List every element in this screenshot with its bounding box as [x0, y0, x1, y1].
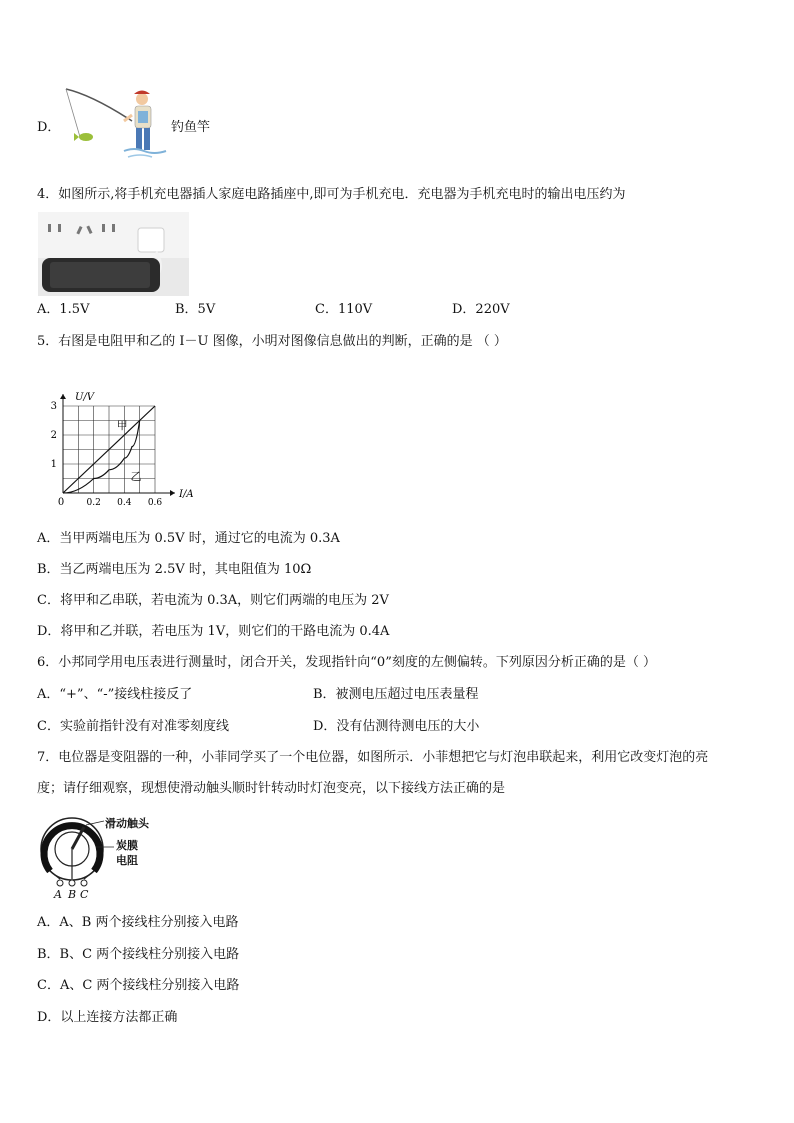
potentiometer-diagram [38, 813, 160, 903]
x-axis-arrow [170, 490, 175, 496]
q7-option-a: A．A、B 两个接线柱分别接入电路 [37, 915, 239, 930]
q6-option-c: C．实验前指针没有对准零刻度线 [37, 719, 229, 734]
q5-option-d: D．将甲和乙并联，若电压为 1V，则它们的干路电流为 0.4A [37, 624, 390, 639]
q4-option-c: C．110V [315, 302, 373, 317]
q7-option-d: D．以上连接方法都正确 [37, 1010, 178, 1025]
q7-option-b: B．B、C 两个接线柱分别接入电路 [37, 947, 240, 962]
terminal-b-label: B [68, 888, 77, 901]
x-tick-label: 0.6 [147, 498, 163, 508]
y-tick-label: 1 [50, 459, 57, 470]
iu-graph [50, 375, 205, 510]
q3-option-d-label: 钓鱼竿 [171, 120, 211, 135]
carbon-film-label-1: 炭膜 [116, 839, 138, 852]
slider-contact-label: 滑动触头 [105, 817, 149, 830]
fishing-illustration [62, 85, 172, 165]
carbon-film-label-2: 电阻 [116, 854, 138, 867]
q5-option-b: B．当乙两端电压为 2.5V 时，其电阻值为 10Ω [37, 562, 312, 577]
q4-option-a: A．1.5V [37, 302, 90, 317]
q4-stem: 4．如图所示,将手机充电器插人家庭电路插座中,即可为手机充电．充电器为手机充电时的输出电压约为 [37, 187, 626, 202]
q7-option-c: C．A、C 两个接线柱分别接入电路 [37, 978, 240, 993]
q6-option-b: B．被测电压超过电压表量程 [313, 687, 479, 702]
series-jia-label: 甲 [116, 419, 128, 433]
x-tick-label: 0.2 [86, 498, 101, 508]
series-yi-label: 乙 [130, 469, 142, 483]
y-axis-arrow [60, 394, 66, 399]
q5-stem: 5．右图是电阻甲和乙的 I－U 图像，小明对图像信息做出的判断，正确的是 （ ） [37, 334, 507, 349]
y-axis-label: U/V [75, 392, 95, 403]
origin-label: 0 [57, 497, 65, 508]
q6-stem: 6．小邦同学用电压表进行测量时，闭合开关，发现指针向“0”刻度的左侧偏转。下列原因分析正确的是（ ） [37, 655, 656, 670]
q7-stem-line1: 7．电位器是变阻器的一种，小菲同学买了一个电位器，如图所示．小菲想把它与灯泡串联起来，利用它改变灯泡的亮 [37, 750, 709, 765]
q6-option-a: A．“+”、“-”接线柱接反了 [37, 687, 193, 702]
terminal-c-label: C [80, 888, 89, 901]
q3-option-d-letter: D． [37, 120, 61, 135]
x-tick-label: 0.4 [117, 498, 132, 508]
q5-option-a: A．当甲两端电压为 0.5V 时，通过它的电流为 0.3A [37, 531, 340, 546]
q7-stem-line2: 度；请仔细观察，现想使滑动触头顺时针转动时灯泡变亮，以下接线方法正确的是 [37, 781, 506, 796]
phone-charger-photo [38, 212, 189, 296]
terminal-a-label: A [54, 888, 62, 901]
q5-option-c: C．将甲和乙串联，若电流为 0.3A，则它们两端的电压为 2V [37, 593, 389, 608]
y-tick-label: 2 [50, 430, 57, 441]
y-tick-label: 3 [50, 401, 57, 412]
x-axis-label: I/A [179, 489, 194, 500]
q4-option-d: D．220V [452, 302, 510, 317]
q6-option-d: D．没有估测待测电压的大小 [313, 719, 480, 734]
q4-option-b: B．5V [175, 302, 216, 317]
